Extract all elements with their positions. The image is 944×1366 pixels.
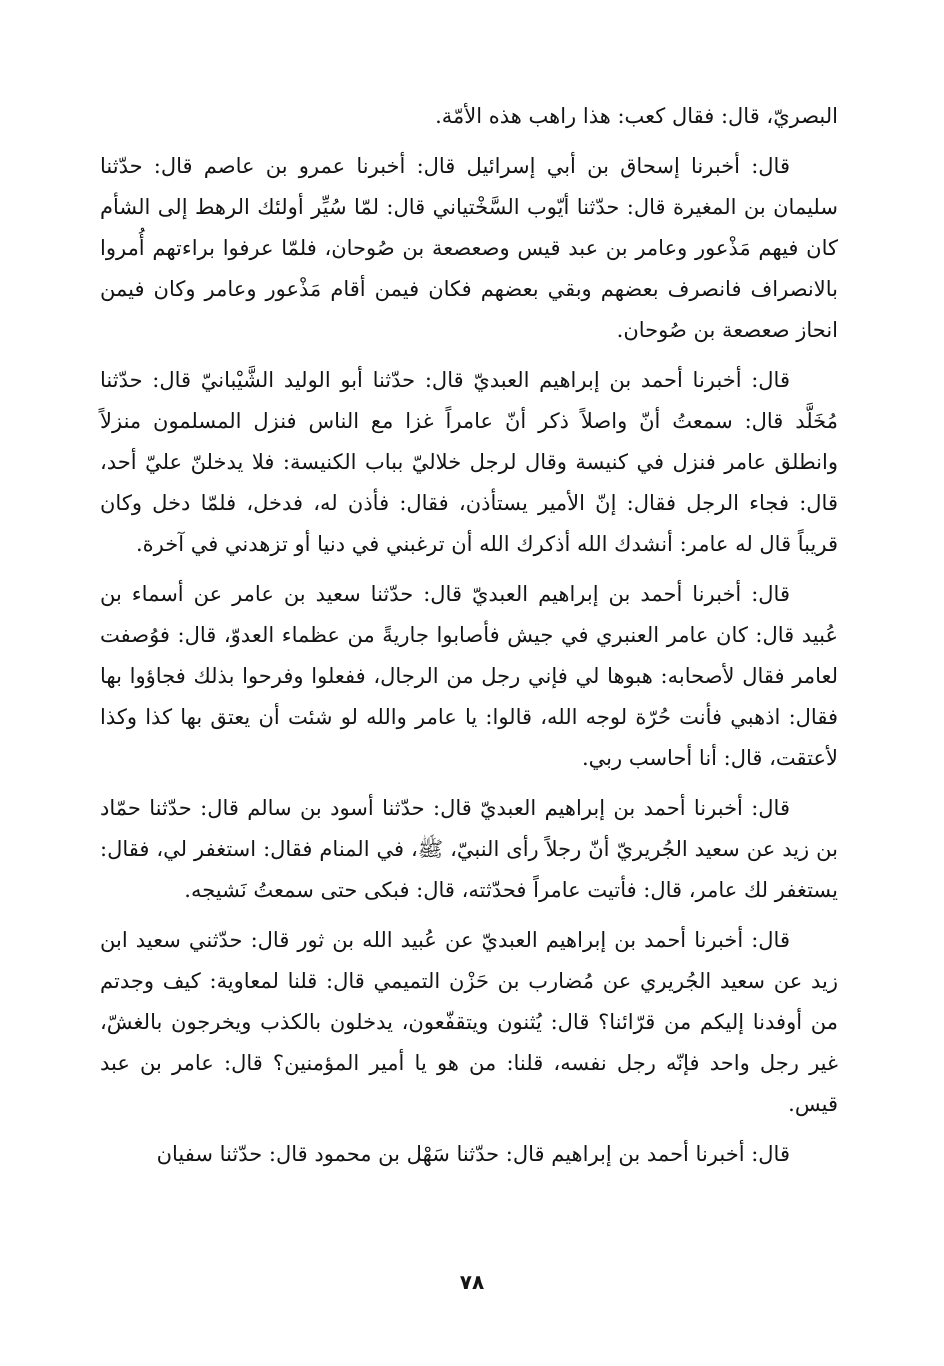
paragraph-1: البصريّ، قال: فقال كعب: هذا راهب هذه الأمّة.: [435, 104, 838, 128]
paragraph-7: قال: أخبرنا أحمد بن إبراهيم قال: حدّثنا سَهْل بن محمود قال: حدّثنا سفيان: [156, 1142, 790, 1166]
paragraph-4: قال: أخبرنا أحمد بن إبراهيم العبديّ قال: حدّثنا سعيد بن عامر عن أسماء بن عُبيد قال: كان عامر العنبري في جيش فأصابوا جاريةً من عظماء العدوّ، قال: فوُصفت لعامر فقال لأصحابه: هبوها لي فإني رجل من الرجال، ففعلوا وفرحوا بذلك فجاؤوا بها فقال: اذهبي فأنت حُرّة لوجه الله، قالوا: يا عامر والله لو شئت أن يعتق بها كذا وكذا لأعتقت، قال: أنا أحاسب ربي.: [100, 582, 838, 770]
paragraph-5: قال: أخبرنا أحمد بن إبراهيم العبديّ قال: حدّثنا أسود بن سالم قال: حدّثنا حمّاد بن زيد عن سعيد الجُريريّ أنّ رجلاً رأى النبيّ، ﷺ، في المنام فقال: استغفر لي، فقال: يستغفر لك عامر، قال: فأتيت عامراً فحدّثته، قال: فبكى حتى سمعتُ نَشيجه.: [100, 796, 838, 902]
text-body: [100, 96, 838, 1184]
paragraph-2: قال: أخبرنا إسحاق بن أبي إسرائيل قال: أخبرنا عمرو بن عاصم قال: حدّثنا سليمان بن المغيرة قال: حدّثنا أيّوب السَّخْتياني قال: لمّا سُيِّر أولئك الرهط إلى الشأم كان فيهم مَذْعور وعامر بن عبد قيس وصعصعة بن صُوحان، فلمّا عرفوا براءتهم أُمروا بالانصراف فانصرف بعضهم وبقي بعضهم فكان فيمن أقام مَذْعور وعامر وكان فيمن انحاز صعصعة بن صُوحان.: [100, 154, 838, 342]
paragraph-3: قال: أخبرنا أحمد بن إبراهيم العبديّ قال: حدّثنا أبو الوليد الشَّيْبانيّ قال: حدّثنا مُخَلَّد قال: سمعتُ أنّ واصلاً ذكر أنّ عامراً غزا مع الناس فنزل المسلمون منزلاً وانطلق عامر فنزل في كنيسة وقال لرجل خلاليّ بباب الكنيسة: فلا يدخلنّ عليّ أحد، قال: فجاء الرجل فقال: إنّ الأمير يستأذن، فقال: فأذن له، فدخل، فلمّا دخل وكان قريباً قال له عامر: أنشدك الله أذكرك الله أن ترغبني في دنيا أو تزهدني في آخرة.: [100, 368, 838, 556]
paragraph-6: قال: أخبرنا أحمد بن إبراهيم العبديّ عن عُبيد الله بن ثور قال: حدّثني سعيد ابن زيد عن سعيد الجُريري عن مُضارب بن حَزْن التميمي قال: قلنا لمعاوية: كيف وجدتم من أوفدنا إليكم من قرّائنا؟ قال: يُثنون ويتقفّعون، يدخلون بالكذب ويخرجون بالغشّ، غير رجل واحد فإنّه رجل نفسه، قلنا: من هو يا أمير المؤمنين؟ قال: عامر بن عبد قيس.: [100, 928, 838, 1116]
page-number: ٧٨: [459, 1270, 485, 1294]
